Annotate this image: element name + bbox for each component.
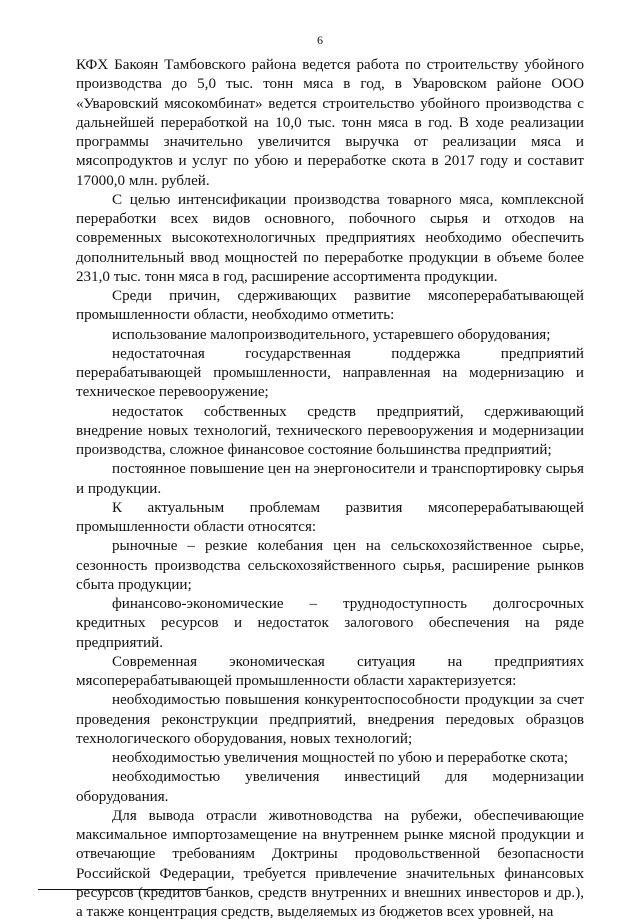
list-item: рыночные – резкие колебания цен на сельскохозяйственное сырье, сезонность производства сельскохозяйственного сырья, расширение рынков сбыта продукции; [76, 538, 584, 593]
list-item: недостаточная государственная поддержка предприятий перерабатывающей промышленности, направленная на модернизацию и техническое перевооружение; [76, 345, 584, 401]
paragraph: К актуальным проблемам развития мясоперерабатывающей промышленности области относятся: [76, 499, 584, 535]
list-item: финансово-экономические – труднодоступность долгосрочных кредитных ресурсов и недостаток залогового обеспечения на ряде предприятий. [76, 596, 584, 651]
list-item: постоянное повышение цен на энергоносители и транспортировку сырья и продукции. [76, 461, 584, 497]
paragraph: Среди причин, сдерживающих развитие мясоперерабатывающей промышленности области, необходимо отметить: [76, 288, 584, 324]
paragraph: Современная экономическая ситуация на предприятиях мясоперерабатывающей промышленности области характеризуется: [76, 653, 584, 689]
footnote-divider [38, 889, 208, 890]
paragraph: С целью интенсификации производства товарного мяса, комплексной переработки всех видов основного, побочного сырья и отходов на современных высокотехнологичных предприятиях необходимо обеспечить дополнительный ввод мощностей по переработке продукции в объеме более 231,0 тыс. тонн мяса в год, расширение ассортимента продукции. [76, 191, 584, 285]
document-body [76, 56, 584, 922]
list-item: необходимостью увеличения мощностей по убою и переработке скота; [112, 750, 569, 766]
paragraph: Для вывода отрасли животноводства на рубежи, обеспечивающие максимальное импортозамещение на внутреннем рынке мясной продукции и отвечающие требованиям Доктрины продовольственной безопасности Российской Федерации, требуется привлечение значительных финансовых ресурсов (кредитов банков, средств внутренних и внешних инвесторов и др.), а также концентрация средств, выделяемых из бюджетов всех уровней, на [76, 807, 584, 920]
list-item: необходимостью увеличения инвестиций для модернизации оборудования. [76, 769, 584, 805]
list-item: использование малопроизводительного, устаревшего оборудования; [112, 326, 551, 343]
page-number: 6 [317, 33, 323, 47]
list-item: недостаток собственных средств предприятий, сдерживающий внедрение новых технологий, технического перевооружения и модернизации производства, сложное финансовое состояние большинства предприятий; [76, 403, 584, 458]
paragraph: КФХ Бакоян Тамбовского района ведется работа по строительству убойного производства до 5,0 тыс. тонн мяса в год, в Уваровском районе ООО «Уваровский мясокомбинат» ведется строительство убойного производства с дальнейшей переработкой на 10,0 тыс. тонн мяса в год. В ходе реализации программы значительно увеличится выручка от реализации мяса и мясопродуктов и услуг по убою и переработке скота в 2017 году и составит 17000,0 млн. рублей. [76, 57, 584, 189]
list-item: необходимостью повышения конкурентоспособности продукции за счет проведения реконструкции предприятий, внедрения передовых образцов технологического оборудования, новых технологий; [76, 692, 584, 747]
